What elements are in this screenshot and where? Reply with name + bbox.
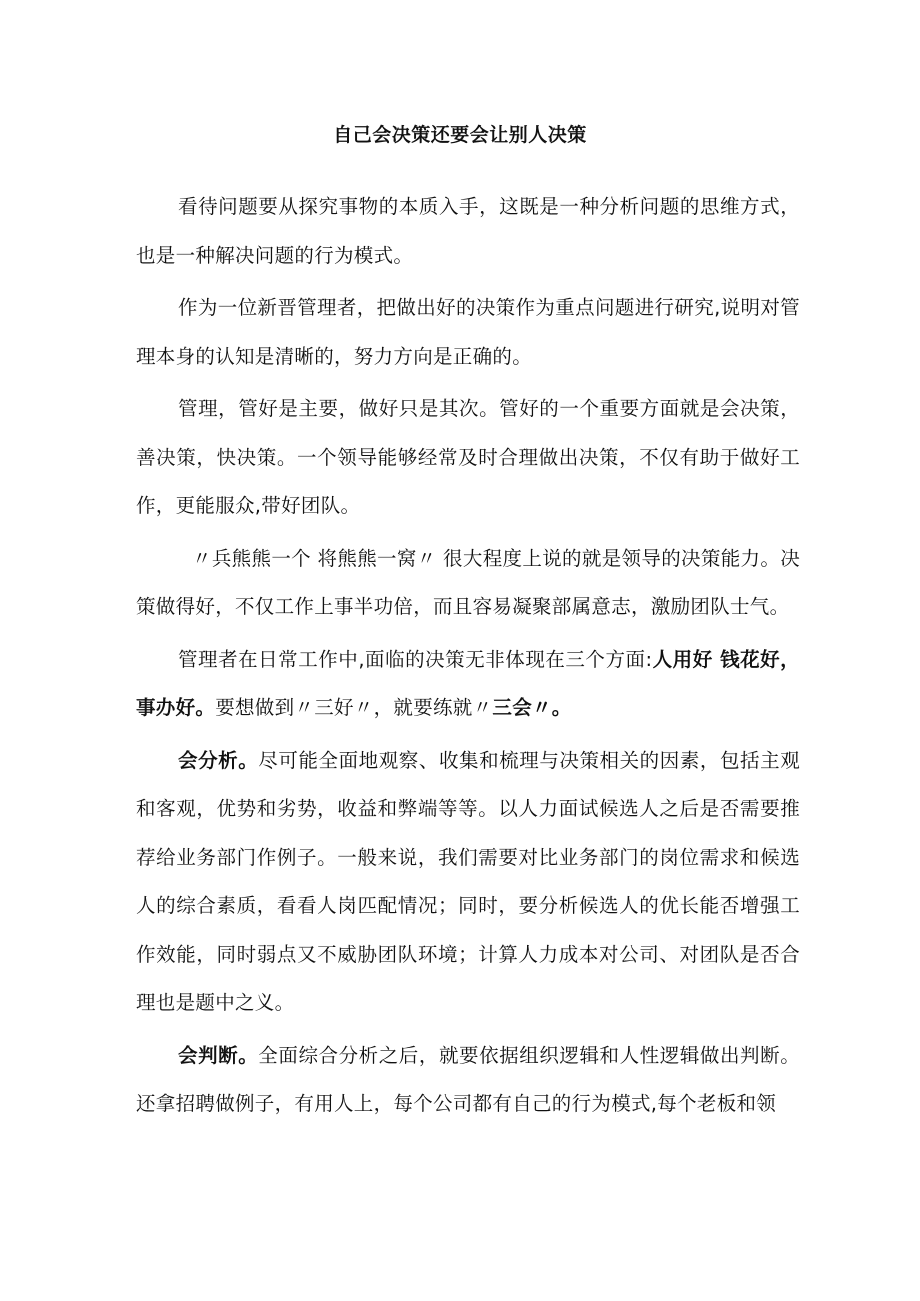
paragraph-2: 作为一位新晋管理者，把做出好的决策作为重点问题进行研究,说明对管理本身的认知是清晰的，努力方向是正确的。	[136, 296, 800, 368]
paragraph-5-mid: 要想做到〃三好〃，就要练就〃	[215, 696, 493, 719]
paragraph-7-heading: 会判断。	[178, 1043, 259, 1067]
paragraph-6	[136, 737, 800, 1028]
paragraph-7	[136, 1032, 800, 1129]
paragraph-7-text: 全面综合分析之后，就要依据组织逻辑和人性逻辑做出判断。还拿招聘做例子，有用人上，每个公司都有自己的行为模式,每个老板和领	[136, 1043, 800, 1115]
paragraph-5	[136, 636, 800, 733]
paragraph-6-text: 尽可能全面地观察、收集和梳理与决策相关的因素，包括主观和客观，优势和劣势，收益和弊端等等。以人力面试候选人之后是否需要推荐给业务部门作例子。一般来说，我们需要对比业务部门的岗位需求和候选人的综合素质，看看人岗匹配情况；同时，要分析候选人的优长能否增强工作效能，同时弱点又不威胁团队环境；计算人力成本对公司、对团队是否合理也是题中之义。	[136, 748, 800, 1014]
document-body	[136, 183, 800, 1133]
paragraph-6-heading: 会分析。	[178, 748, 259, 772]
paragraph-5-bold-2: 三会〃。	[492, 696, 572, 719]
document-title: 自己会决策还要会让别人决策	[333, 124, 587, 146]
paragraph-4: 〃兵熊熊一个 将熊熊一窝〃 很大程度上说的就是领导的决策能力。决策做得好，不仅工作上事半功倍，而且容易凝聚部属意志，激励团队士气。	[136, 546, 800, 618]
paragraph-3: 管理，管好是主要，做好只是其次。管好的一个重要方面就是会决策，善决策，快决策。一个领导能够经常及时合理做出决策，不仅有助于做好工作，更能服众,带好团队。	[136, 397, 800, 517]
paragraph-5-lead: 管理者在日常工作中,面临的决策无非体现在三个方面:	[178, 647, 653, 671]
paragraph-1: 看待问题要从探究事物的本质入手，这既是一种分析问题的思维方式，也是一种解决问题的行为模式。	[136, 195, 800, 267]
paragraph-5-bold-1: 人用好 钱花好，事办好。	[136, 647, 800, 719]
